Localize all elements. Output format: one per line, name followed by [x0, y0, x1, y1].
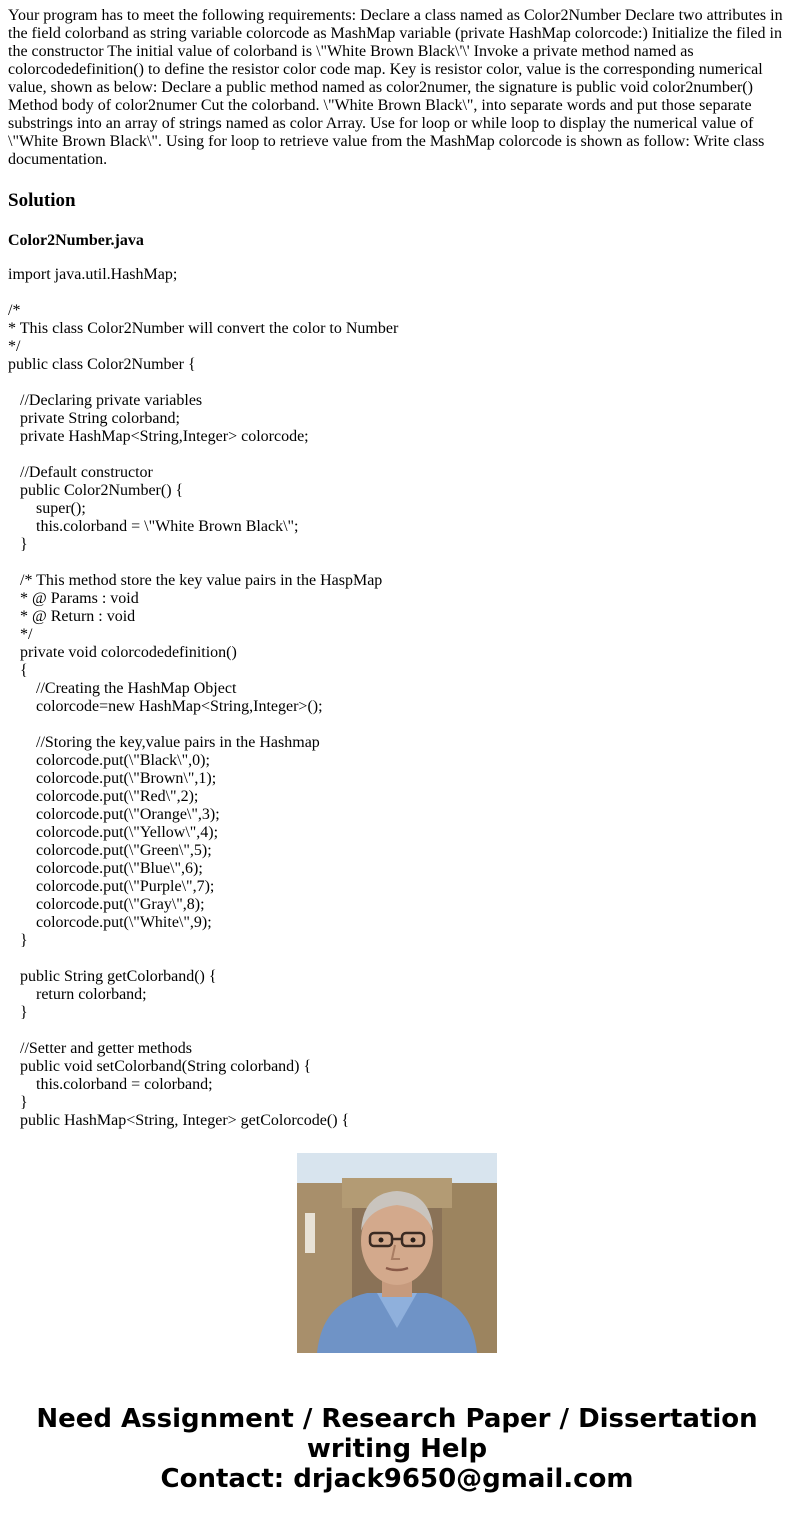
code-line: * @ Return : void — [8, 608, 136, 625]
footer-line-1: Need Assignment / Research Paper / Dissertation — [36, 1404, 758, 1434]
code-line: } — [8, 932, 28, 949]
code-line: colorcode.put(\"Green\",5); — [8, 842, 212, 859]
code-line: * This class Color2Number will convert the color to Number — [8, 320, 399, 337]
footer-line-2: writing Help — [306, 1434, 488, 1464]
footer-line-3: Contact: drjack9650@gmail.com — [160, 1464, 634, 1494]
code-line: colorcode.put(\"Yellow\",4); — [8, 824, 219, 841]
code-line: { — [8, 662, 28, 679]
author-avatar — [297, 1153, 497, 1353]
code-line: colorcode.put(\"Blue\",6); — [8, 860, 203, 877]
code-line — [8, 950, 784, 968]
code-line: public class Color2Number { — [8, 356, 196, 373]
code-line: colorcode.put(\"Purple\",7); — [8, 878, 215, 895]
code-line: this.colorband = \"White Brown Black\"; — [8, 518, 299, 535]
code-line: private HashMap<String,Integer> colorcode; — [8, 428, 309, 445]
code-line: } — [8, 1094, 28, 1111]
file-heading: Color2Number.java — [8, 232, 144, 249]
code-line: //Creating the HashMap Object — [8, 680, 237, 697]
code-line: } — [8, 1004, 28, 1021]
person-photo-icon — [297, 1153, 497, 1353]
code-line — [8, 1022, 784, 1040]
code-line: private void colorcodedefinition() — [8, 644, 237, 661]
document-body — [8, 0, 784, 1129]
code-line: colorcode.put(\"Red\",2); — [8, 788, 199, 805]
code-line — [8, 446, 784, 464]
code-line: public void setColorband(String colorband) { — [8, 1058, 312, 1075]
code-line: //Storing the key,value pairs in the Hashmap — [8, 734, 320, 751]
footer-contact-banner — [0, 1404, 794, 1494]
code-line — [8, 716, 784, 734]
code-line: * @ Params : void — [8, 590, 139, 607]
code-line — [8, 554, 784, 572]
code-line: //Setter and getter methods — [8, 1040, 192, 1057]
code-line: super(); — [8, 500, 86, 517]
code-line: colorcode.put(\"Orange\",3); — [8, 806, 220, 823]
code-line: colorcode=new HashMap<String,Integer>(); — [8, 698, 323, 715]
code-line: colorcode.put(\"Black\",0); — [8, 752, 210, 769]
code-line: //Default constructor — [8, 464, 153, 481]
solution-heading: Solution — [8, 190, 76, 211]
code-line: /* — [8, 302, 21, 319]
code-line: */ — [8, 338, 21, 355]
code-line: public String getColorband() { — [8, 968, 217, 985]
code-line — [8, 284, 784, 302]
code-line: return colorband; — [8, 986, 147, 1003]
code-line: } — [8, 536, 28, 553]
code-line: private String colorband; — [8, 410, 180, 427]
code-line: */ — [8, 626, 33, 643]
code-line: colorcode.put(\"Brown\",1); — [8, 770, 217, 787]
question-text: Your program has to meet the following requirements: Declare a class named as Color2Number Declare two attributes in the field colorband as string variable colorcode as MashMap variable (private HashMap colorcode:) Initialize the filed in the constructor The initial value of colorband is \"White Brown Black\'\' Invoke a private method named as colorcodedefinition() to define the resistor color code map. Key is resistor color, value is the corresponding numerical value, shown as below: Declare a public method named as color2numer, the signature is public void color2number() Method body of color2numer Cut the colorband. \"White Brown Black\", into separate words and put those separate substrings into an array of strings named as color Array. Use for loop or while loop to display the numerical value of \"White Brown Black\". Using for loop to retrieve value from the MashMap colorcode is shown as follow: Write class documentation. — [8, 7, 783, 168]
code-line: //Declaring private variables — [8, 392, 203, 409]
code-line: public Color2Number() { — [8, 482, 184, 499]
code-line: /* This method store the key value pairs in the HaspMap — [8, 572, 383, 589]
code-line: import java.util.HashMap; — [8, 266, 178, 283]
code-line: colorcode.put(\"White\",9); — [8, 914, 212, 931]
code-line: this.colorband = colorband; — [8, 1076, 213, 1093]
code-block — [8, 266, 784, 1129]
code-line: colorcode.put(\"Gray\",8); — [8, 896, 205, 913]
code-line: public HashMap<String, Integer> getColorcode() { — [8, 1112, 350, 1129]
code-line — [8, 374, 784, 392]
